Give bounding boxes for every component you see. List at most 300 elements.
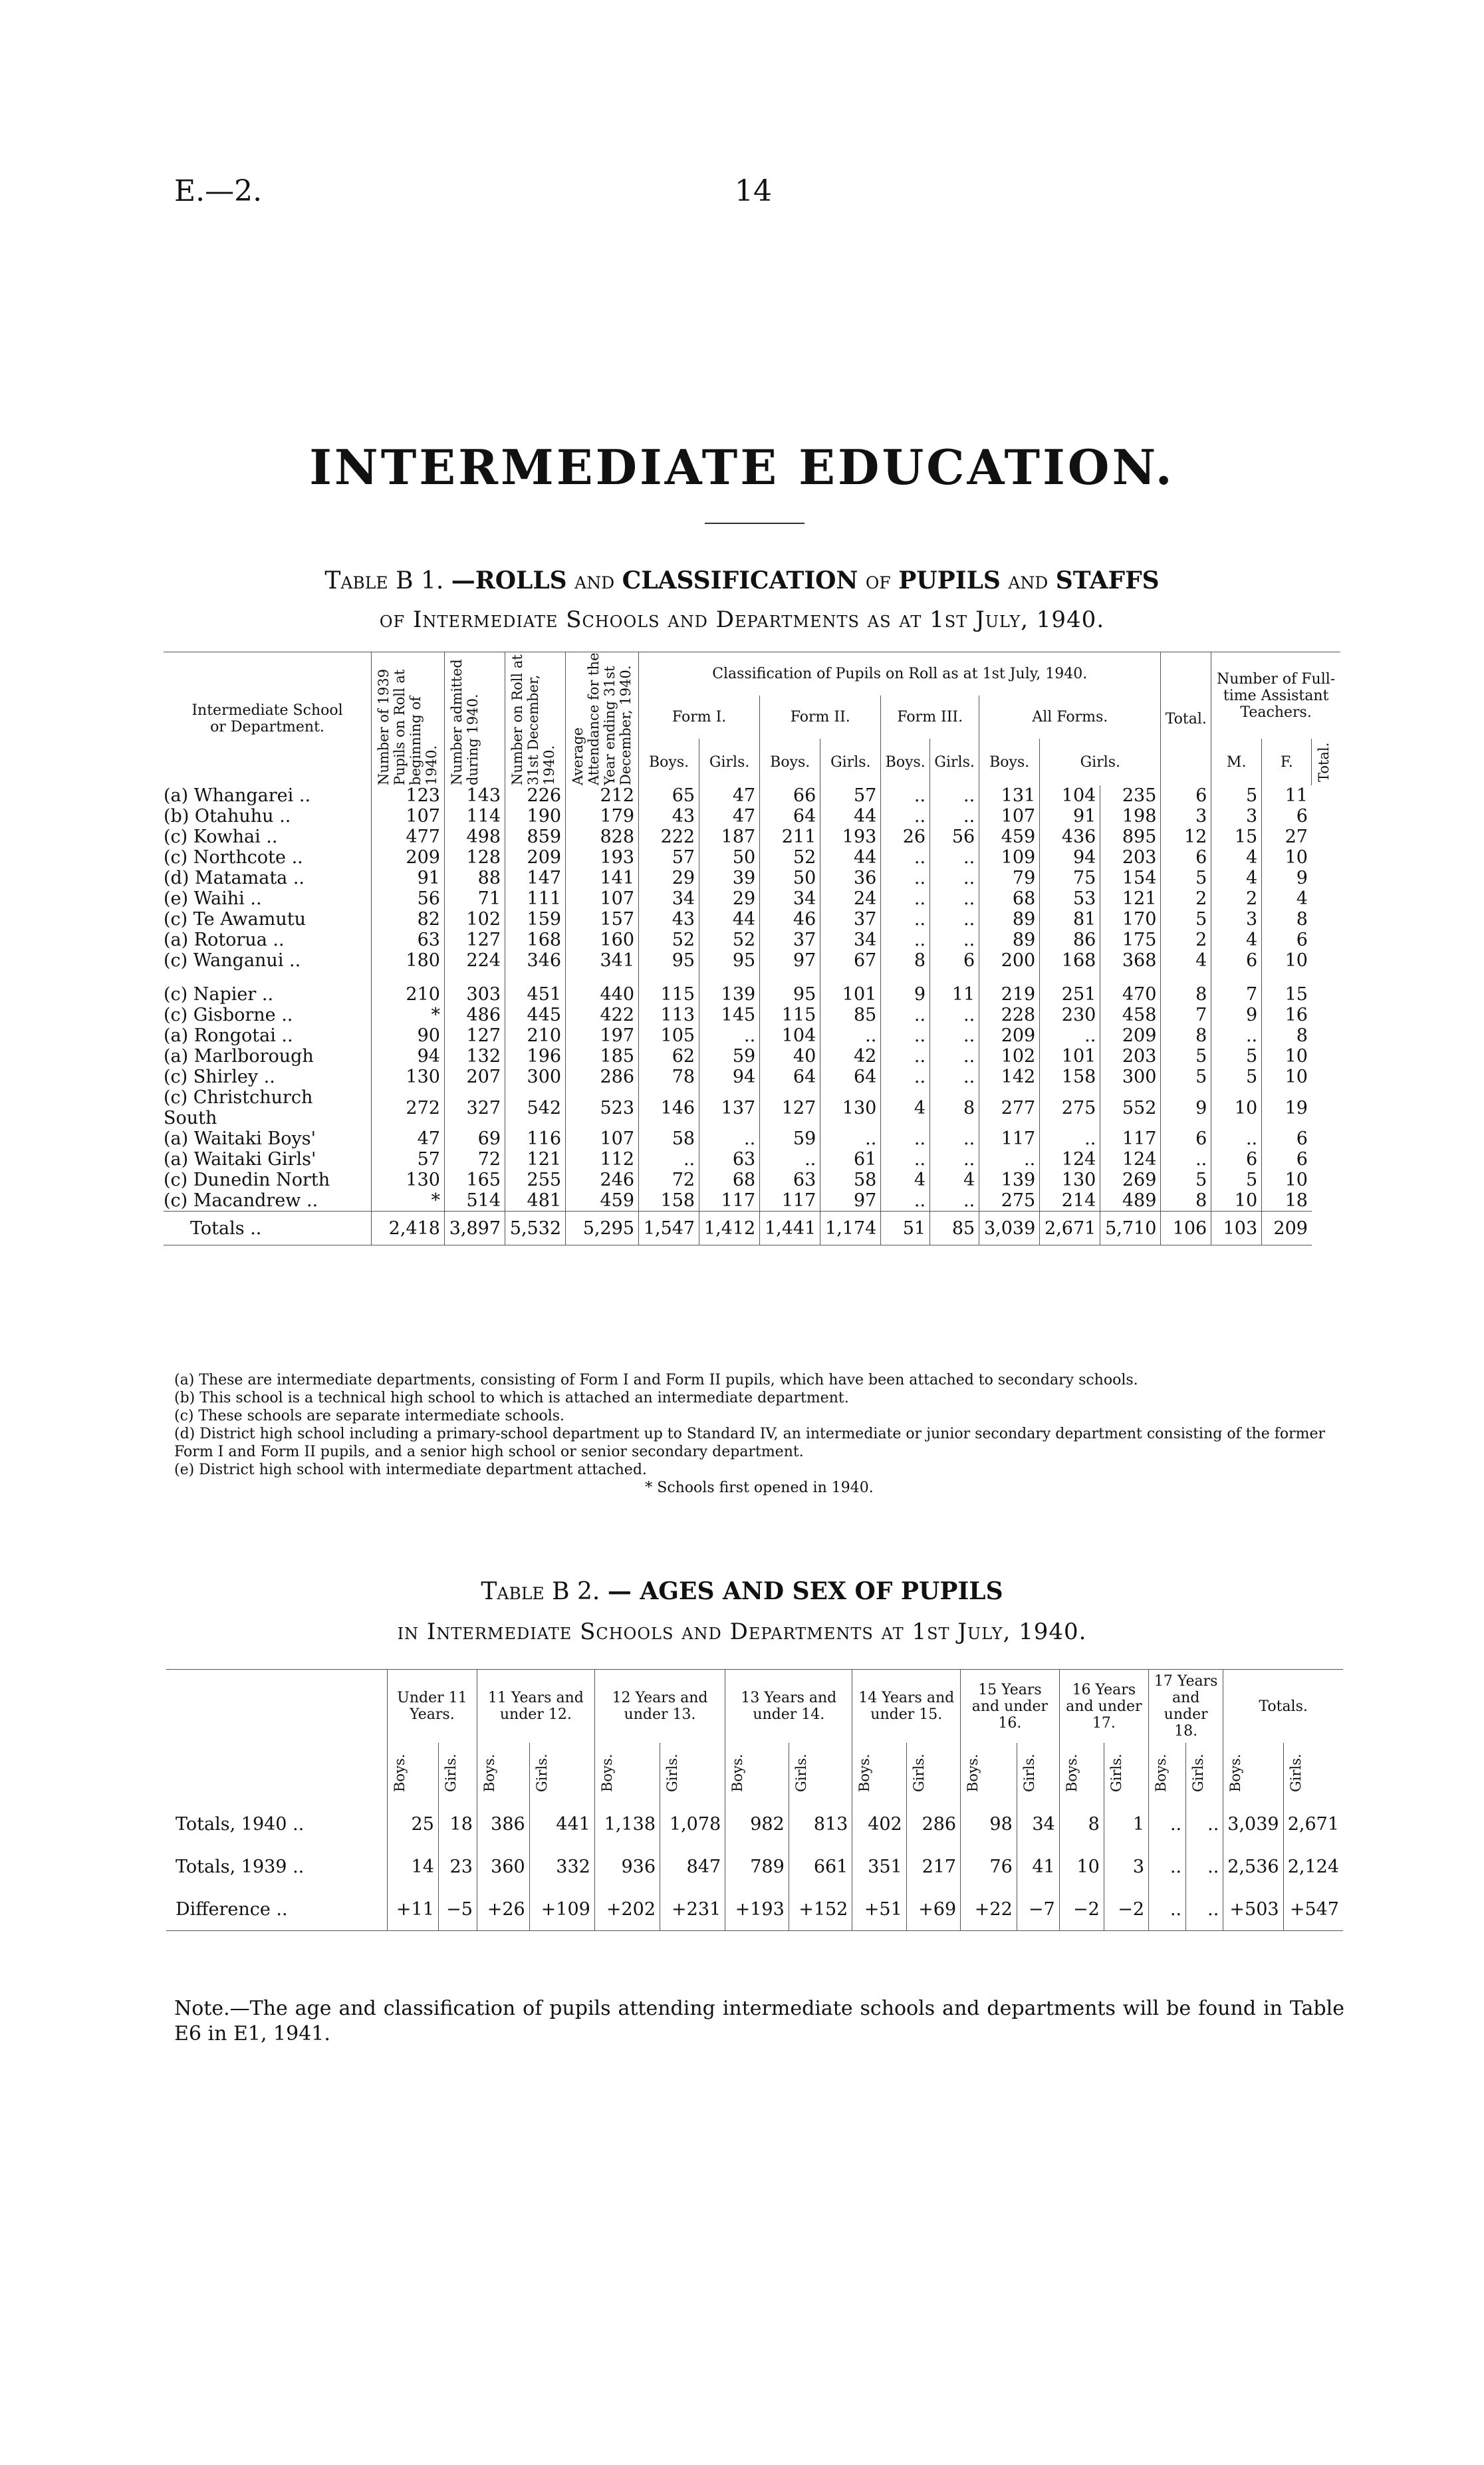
col-1939: Number of 1939 Pupils on Roll at beginning of 1940. [372, 652, 445, 786]
table-cell: 15 [1211, 827, 1262, 847]
table-cell: 828 [566, 827, 639, 847]
table-cell: 101 [820, 984, 881, 1005]
school-name: (a) Rongotai .. [164, 1025, 293, 1046]
table-cell: .. [930, 1128, 979, 1149]
table-cell: 89 [979, 909, 1040, 930]
table-cell: 4 [1211, 847, 1262, 868]
table-cell: +231 [660, 1888, 725, 1931]
table-cell: 50 [760, 868, 820, 888]
table-cell: 56 [372, 888, 445, 909]
table-row [164, 827, 1340, 847]
table-cell: 57 [639, 847, 699, 868]
table-cell: 145 [699, 1005, 760, 1025]
table-cell: 6 [1161, 1128, 1211, 1149]
table-cell: 9 [1211, 1005, 1262, 1025]
table-cell: 47 [699, 785, 760, 806]
table-cell: .. [1040, 1128, 1100, 1149]
table-cell: 66 [760, 785, 820, 806]
table-cell: 8 [1161, 1190, 1211, 1212]
table-cell: 936 [594, 1845, 660, 1888]
table-row [164, 1087, 1340, 1128]
table-cell: 29 [699, 888, 760, 909]
table-cell: 53 [1040, 888, 1100, 909]
table-cell: 29 [639, 868, 699, 888]
total-cell: 103 [1211, 1212, 1262, 1245]
table-cell: 98 [961, 1803, 1017, 1845]
table-cell: 107 [566, 888, 639, 909]
table-cell: 2,124 [1283, 1845, 1343, 1888]
table-cell: 63 [760, 1170, 820, 1190]
table-cell: 3,039 [1223, 1803, 1283, 1845]
table-cell: 159 [505, 909, 566, 930]
col-age-group: Totals. [1223, 1670, 1343, 1744]
table-cell: 2,671 [1283, 1803, 1343, 1845]
table-cell: 37 [820, 909, 881, 930]
table-cell: 1,138 [594, 1803, 660, 1845]
table-cell: 4 [930, 1170, 979, 1190]
table-cell: 7 [1211, 984, 1262, 1005]
row-spacer [164, 971, 1340, 984]
table-cell: 210 [372, 984, 445, 1005]
table-cell: 157 [566, 909, 639, 930]
table-cell: 34 [760, 888, 820, 909]
total-cell: 5,295 [566, 1212, 639, 1245]
table-cell: 64 [760, 806, 820, 827]
col-girls: Girls. [1283, 1743, 1343, 1803]
school-name: (a) Marlborough [164, 1046, 314, 1067]
col-boys: Boys. [961, 1743, 1017, 1803]
table-cell: 44 [820, 806, 881, 827]
table-cell: 101 [1040, 1046, 1100, 1067]
table2-subtitle: in Intermediate Schools and Departments at 1st July, 1940. [397, 1619, 1087, 1645]
table-cell: 113 [639, 1005, 699, 1025]
table-cell: 5 [1161, 1067, 1211, 1087]
table-cell: 209 [372, 847, 445, 868]
table-cell: 489 [1100, 1190, 1161, 1212]
table-cell: 8 [1059, 1803, 1104, 1845]
table-cell: 111 [505, 888, 566, 909]
table-cell: .. [930, 806, 979, 827]
table-cell: 402 [852, 1803, 906, 1845]
table-cell: 193 [566, 847, 639, 868]
table-cell: 79 [979, 868, 1040, 888]
table-cell: 124 [1100, 1149, 1161, 1170]
school-name: (e) Waihi .. [164, 888, 262, 909]
table-cell: 197 [566, 1025, 639, 1046]
table-cell: 661 [789, 1845, 852, 1888]
table-cell: .. [1186, 1803, 1223, 1845]
table-cell: 52 [760, 847, 820, 868]
table-cell: 67 [820, 950, 881, 971]
table-cell: 486 [444, 1005, 505, 1025]
table-cell: 102 [979, 1046, 1040, 1067]
closing-note: Note.—The age and classification of pupils attending intermediate schools and departments will be found in Table E6 in E1, 1941. [174, 1997, 1344, 2045]
table-cell: 85 [820, 1005, 881, 1025]
table-cell: 14 [388, 1845, 439, 1888]
table-cell: 5 [1211, 1046, 1262, 1067]
table-cell: .. [881, 888, 930, 909]
col-all-forms: All Forms. [979, 696, 1161, 739]
table-cell: 8 [1262, 909, 1312, 930]
table-cell: 168 [1040, 950, 1100, 971]
table-cell: 209 [979, 1025, 1040, 1046]
table-row [164, 1190, 1340, 1212]
col-girls: Girls. [1186, 1743, 1223, 1803]
total-cell: 3,039 [979, 1212, 1040, 1245]
table-cell: 203 [1100, 847, 1161, 868]
table-cell: 40 [760, 1046, 820, 1067]
table-cell: 275 [979, 1190, 1040, 1212]
table-row [164, 1128, 1340, 1149]
table-row [164, 868, 1340, 888]
table-cell: 209 [505, 847, 566, 868]
table-cell: .. [881, 806, 930, 827]
table-cell: +22 [961, 1888, 1017, 1931]
table-cell: 10 [1262, 950, 1312, 971]
table-cell: 127 [760, 1087, 820, 1128]
table-cell: .. [699, 1025, 760, 1046]
table-cell: 11 [1262, 785, 1312, 806]
col-girls: Girls. [1017, 1743, 1059, 1803]
table-cell: .. [881, 1128, 930, 1149]
table-cell: 8 [930, 1087, 979, 1128]
col-total: Total. [1161, 652, 1211, 786]
table-cell: .. [881, 847, 930, 868]
table-cell: 146 [639, 1087, 699, 1128]
col-boys: Boys. [388, 1743, 439, 1803]
table-row [164, 950, 1340, 971]
table-cell: .. [881, 930, 930, 950]
total-cell: 3,897 [444, 1212, 505, 1245]
table-cell: 89 [979, 930, 1040, 950]
col-age-group: 13 Years and under 14. [725, 1670, 852, 1744]
table-cell: 86 [1040, 930, 1100, 950]
table-cell: +547 [1283, 1888, 1343, 1931]
table-cell: 222 [639, 827, 699, 847]
table-cell: 12 [1161, 827, 1211, 847]
col-boys: Boys. [725, 1743, 789, 1803]
table-cell: 63 [372, 930, 445, 950]
table-cell: 269 [1100, 1170, 1161, 1190]
table-cell: 76 [961, 1845, 1017, 1888]
school-name: (c) Kowhai .. [164, 827, 278, 847]
table-cell: 277 [979, 1087, 1040, 1128]
table-cell: 6 [930, 950, 979, 971]
table-cell: 68 [699, 1170, 760, 1190]
total-cell: 209 [1262, 1212, 1312, 1245]
total-cell: 2,671 [1040, 1212, 1100, 1245]
school-name: (c) Napier .. [164, 984, 274, 1005]
table-cell: 37 [760, 930, 820, 950]
table-cell: .. [881, 785, 930, 806]
col-age-group: 17 Years and under 18. [1149, 1670, 1223, 1744]
table-cell: 132 [444, 1046, 505, 1067]
table-cell: 130 [372, 1067, 445, 1087]
total-cell: 1,412 [699, 1212, 760, 1245]
table-cell: 8 [1161, 984, 1211, 1005]
table-cell: 6 [1262, 806, 1312, 827]
table-cell: 95 [639, 950, 699, 971]
table-cell: 847 [660, 1845, 725, 1888]
table-cell: 179 [566, 806, 639, 827]
col-girls: Girls. [438, 1743, 477, 1803]
table-cell: 56 [930, 827, 979, 847]
school-name: (c) Northcote .. [164, 847, 303, 868]
table-cell: 6 [1161, 847, 1211, 868]
col-boys: Boys. [852, 1743, 906, 1803]
table-cell: .. [930, 909, 979, 930]
table-cell: 62 [639, 1046, 699, 1067]
col-avg: Average Attendance for the Year ending 31st December, 1940. [566, 652, 639, 786]
table-cell: 212 [566, 785, 639, 806]
table-cell: 470 [1100, 984, 1161, 1005]
table-cell: +11 [388, 1888, 439, 1931]
table-row [164, 1170, 1340, 1190]
table-cell: 72 [444, 1149, 505, 1170]
table-cell: 211 [760, 827, 820, 847]
table-cell: 859 [505, 827, 566, 847]
table-cell: +202 [594, 1888, 660, 1931]
table-cell: 23 [438, 1845, 477, 1888]
table-cell: 102 [444, 909, 505, 930]
table-row [166, 1888, 1343, 1931]
table-cell: 10 [1262, 1067, 1312, 1087]
table-cell: 6 [1211, 950, 1262, 971]
table-cell: 44 [820, 847, 881, 868]
table-cell: 346 [505, 950, 566, 971]
school-name: (a) Whangarei .. [164, 785, 311, 806]
table-cell: 10 [1262, 1046, 1312, 1067]
table-cell: 332 [529, 1845, 594, 1888]
table-cell: 143 [444, 785, 505, 806]
table-cell: 5 [1161, 909, 1211, 930]
table-cell: 4 [1211, 930, 1262, 950]
table-cell: 5 [1211, 1170, 1262, 1190]
table-cell: 127 [444, 1025, 505, 1046]
school-name: (c) Gisborne .. [164, 1005, 293, 1025]
table-cell: 445 [505, 1005, 566, 1025]
table-cell: +152 [789, 1888, 852, 1931]
footnote: (d) District high school including a primary-school department up to Standard IV, an intermediate or junior secondary department consisting of the former Form I and Form II pupils, and a senior high school or senior secondary department. [174, 1426, 1326, 1460]
footnote: (e) District high school with intermediate department attached. [174, 1462, 647, 1478]
table1-subtitle: of Intermediate Schools and Departments as at 1st July, 1940. [379, 606, 1105, 633]
table-cell: 128 [444, 847, 505, 868]
col-boys: Boys. [881, 739, 930, 785]
table-cell: 59 [699, 1046, 760, 1067]
totals-row [164, 1212, 1340, 1245]
table-cell: 210 [505, 1025, 566, 1046]
footnote: (b) This school is a technical high school to which is attached an intermediate department. [174, 1390, 849, 1406]
table-cell: 230 [1040, 1005, 1100, 1025]
col-boys: Boys. [594, 1743, 660, 1803]
table-cell: .. [1161, 1149, 1211, 1170]
table-cell: 5 [1161, 1170, 1211, 1190]
table-cell: 11 [930, 984, 979, 1005]
table-cell: .. [1211, 1025, 1262, 1046]
table-cell: 6 [1262, 1149, 1312, 1170]
table-cell: 175 [1100, 930, 1161, 950]
col-form3: Form III. [881, 696, 979, 739]
table-cell: 139 [699, 984, 760, 1005]
totals-label: Totals .. [164, 1212, 372, 1245]
table-cell: 91 [372, 868, 445, 888]
table-cell: 78 [639, 1067, 699, 1087]
table-cell: 160 [566, 930, 639, 950]
table-cell: +26 [477, 1888, 529, 1931]
table-cell: .. [1186, 1888, 1223, 1931]
table-cell: 16 [1262, 1005, 1312, 1025]
table-cell: .. [881, 1025, 930, 1046]
row-label: Difference .. [166, 1888, 388, 1931]
table-cell: 43 [639, 806, 699, 827]
table-cell: .. [1040, 1025, 1100, 1046]
table-cell: 112 [566, 1149, 639, 1170]
total-cell: 51 [881, 1212, 930, 1245]
table-row [164, 847, 1340, 868]
table-cell: .. [881, 868, 930, 888]
table-cell: 81 [1040, 909, 1100, 930]
table-cell: 7 [1161, 1005, 1211, 1025]
table-cell: 95 [760, 984, 820, 1005]
table-cell: 3 [1211, 806, 1262, 827]
table-cell: 5 [1211, 785, 1262, 806]
table-cell: .. [930, 1025, 979, 1046]
table-cell: 123 [372, 785, 445, 806]
table-cell: +503 [1223, 1888, 1283, 1931]
table-cell: −2 [1104, 1888, 1148, 1931]
table-cell: 97 [820, 1190, 881, 1212]
table-row [164, 785, 1340, 806]
table-cell: 187 [699, 827, 760, 847]
school-name: (d) Matamata .. [164, 868, 305, 888]
table-cell: 69 [444, 1128, 505, 1149]
table-cell: 228 [979, 1005, 1040, 1025]
table-cell: 121 [505, 1149, 566, 1170]
table-cell: 117 [760, 1190, 820, 1212]
table-cell: 2 [1161, 930, 1211, 950]
col-blank [166, 1670, 388, 1803]
table-cell: 235 [1100, 785, 1161, 806]
table-row [164, 888, 1340, 909]
table-cell: 139 [979, 1170, 1040, 1190]
table-row [164, 806, 1340, 827]
table-cell: 246 [566, 1170, 639, 1190]
table-row [166, 1845, 1343, 1888]
col-boys: Boys. [1059, 1743, 1104, 1803]
col-age-group: 12 Years and under 13. [594, 1670, 725, 1744]
table-cell: .. [1186, 1845, 1223, 1888]
table-cell: 58 [639, 1128, 699, 1149]
table-cell: 18 [438, 1803, 477, 1845]
table-cell: 1 [1104, 1803, 1148, 1845]
row-label: Totals, 1940 .. [176, 1813, 305, 1835]
total-cell: 1,547 [639, 1212, 699, 1245]
table-cell: * [372, 1190, 445, 1212]
table-cell: 481 [505, 1190, 566, 1212]
table-cell: 1,078 [660, 1803, 725, 1845]
table-cell: 27 [1262, 827, 1312, 847]
school-name: (c) Shirley .. [164, 1067, 275, 1087]
table-cell: 451 [505, 984, 566, 1005]
table-cell: 116 [505, 1128, 566, 1149]
col-age-group: Under 11 Years. [388, 1670, 477, 1744]
table-b1 [164, 652, 1340, 1245]
table-cell: 341 [566, 950, 639, 971]
table-cell: 203 [1100, 1046, 1161, 1067]
table-cell: .. [699, 1128, 760, 1149]
total-cell: 5,532 [505, 1212, 566, 1245]
table-cell: 142 [979, 1067, 1040, 1087]
table-cell: 436 [1040, 827, 1100, 847]
table-cell: 10 [1262, 1170, 1312, 1190]
table-cell: .. [930, 1149, 979, 1170]
table-cell: .. [930, 888, 979, 909]
table-cell: 147 [505, 868, 566, 888]
table-cell: 542 [505, 1087, 566, 1128]
table-cell: 214 [1040, 1190, 1100, 1212]
table-cell: 36 [820, 868, 881, 888]
total-cell: 5,710 [1100, 1212, 1161, 1245]
col-teachers: Number of Full-time Assistant Teachers. [1211, 652, 1340, 739]
table-cell: 63 [699, 1149, 760, 1170]
col-school: Intermediate School or Department. [164, 652, 372, 786]
col-girls: Girls. [699, 739, 760, 785]
table-cell: +109 [529, 1888, 594, 1931]
footnote: * Schools first opened in 1940. [645, 1480, 874, 1496]
table-cell: 275 [1040, 1087, 1100, 1128]
table-cell: −5 [438, 1888, 477, 1931]
table-row [164, 930, 1340, 950]
table-cell: 4 [1161, 950, 1211, 971]
table-cell: 422 [566, 1005, 639, 1025]
table-cell: 9 [1262, 868, 1312, 888]
table-cell: .. [930, 847, 979, 868]
table-cell: 15 [1262, 984, 1312, 1005]
table-cell: 95 [699, 950, 760, 971]
table-cell: * [372, 1005, 445, 1025]
table-cell: 10 [1211, 1087, 1262, 1128]
row-label: Totals, 1939 .. [176, 1856, 305, 1877]
table-row [164, 1149, 1340, 1170]
table-cell: 219 [979, 984, 1040, 1005]
table-cell: 57 [820, 785, 881, 806]
table-cell: 351 [852, 1845, 906, 1888]
table-cell: 9 [881, 984, 930, 1005]
school-name: (c) Wanganui .. [164, 950, 301, 971]
table-cell: 251 [1040, 984, 1100, 1005]
col-f: F. [1262, 739, 1312, 785]
table-cell: 440 [566, 984, 639, 1005]
table-cell: 441 [529, 1803, 594, 1845]
table-cell: 75 [1040, 868, 1100, 888]
col-girls: Girls. [660, 1743, 725, 1803]
table-cell: 104 [760, 1025, 820, 1046]
table-cell: .. [930, 930, 979, 950]
table-cell: 3 [1104, 1845, 1148, 1888]
table-cell: 200 [979, 950, 1040, 971]
table-cell: 6 [1211, 1149, 1262, 1170]
table-cell: 10 [1059, 1845, 1104, 1888]
table-cell: 5 [1161, 1046, 1211, 1067]
col-teachers-total: Total. [1312, 739, 1340, 785]
school-name: (c) Christchurch South [164, 1087, 313, 1128]
table-cell: .. [639, 1149, 699, 1170]
table-cell: 124 [1040, 1149, 1100, 1170]
table-row [164, 1046, 1340, 1067]
table-cell: −7 [1017, 1888, 1059, 1931]
school-name: (b) Otahuhu .. [164, 806, 291, 827]
table-row [164, 909, 1340, 930]
